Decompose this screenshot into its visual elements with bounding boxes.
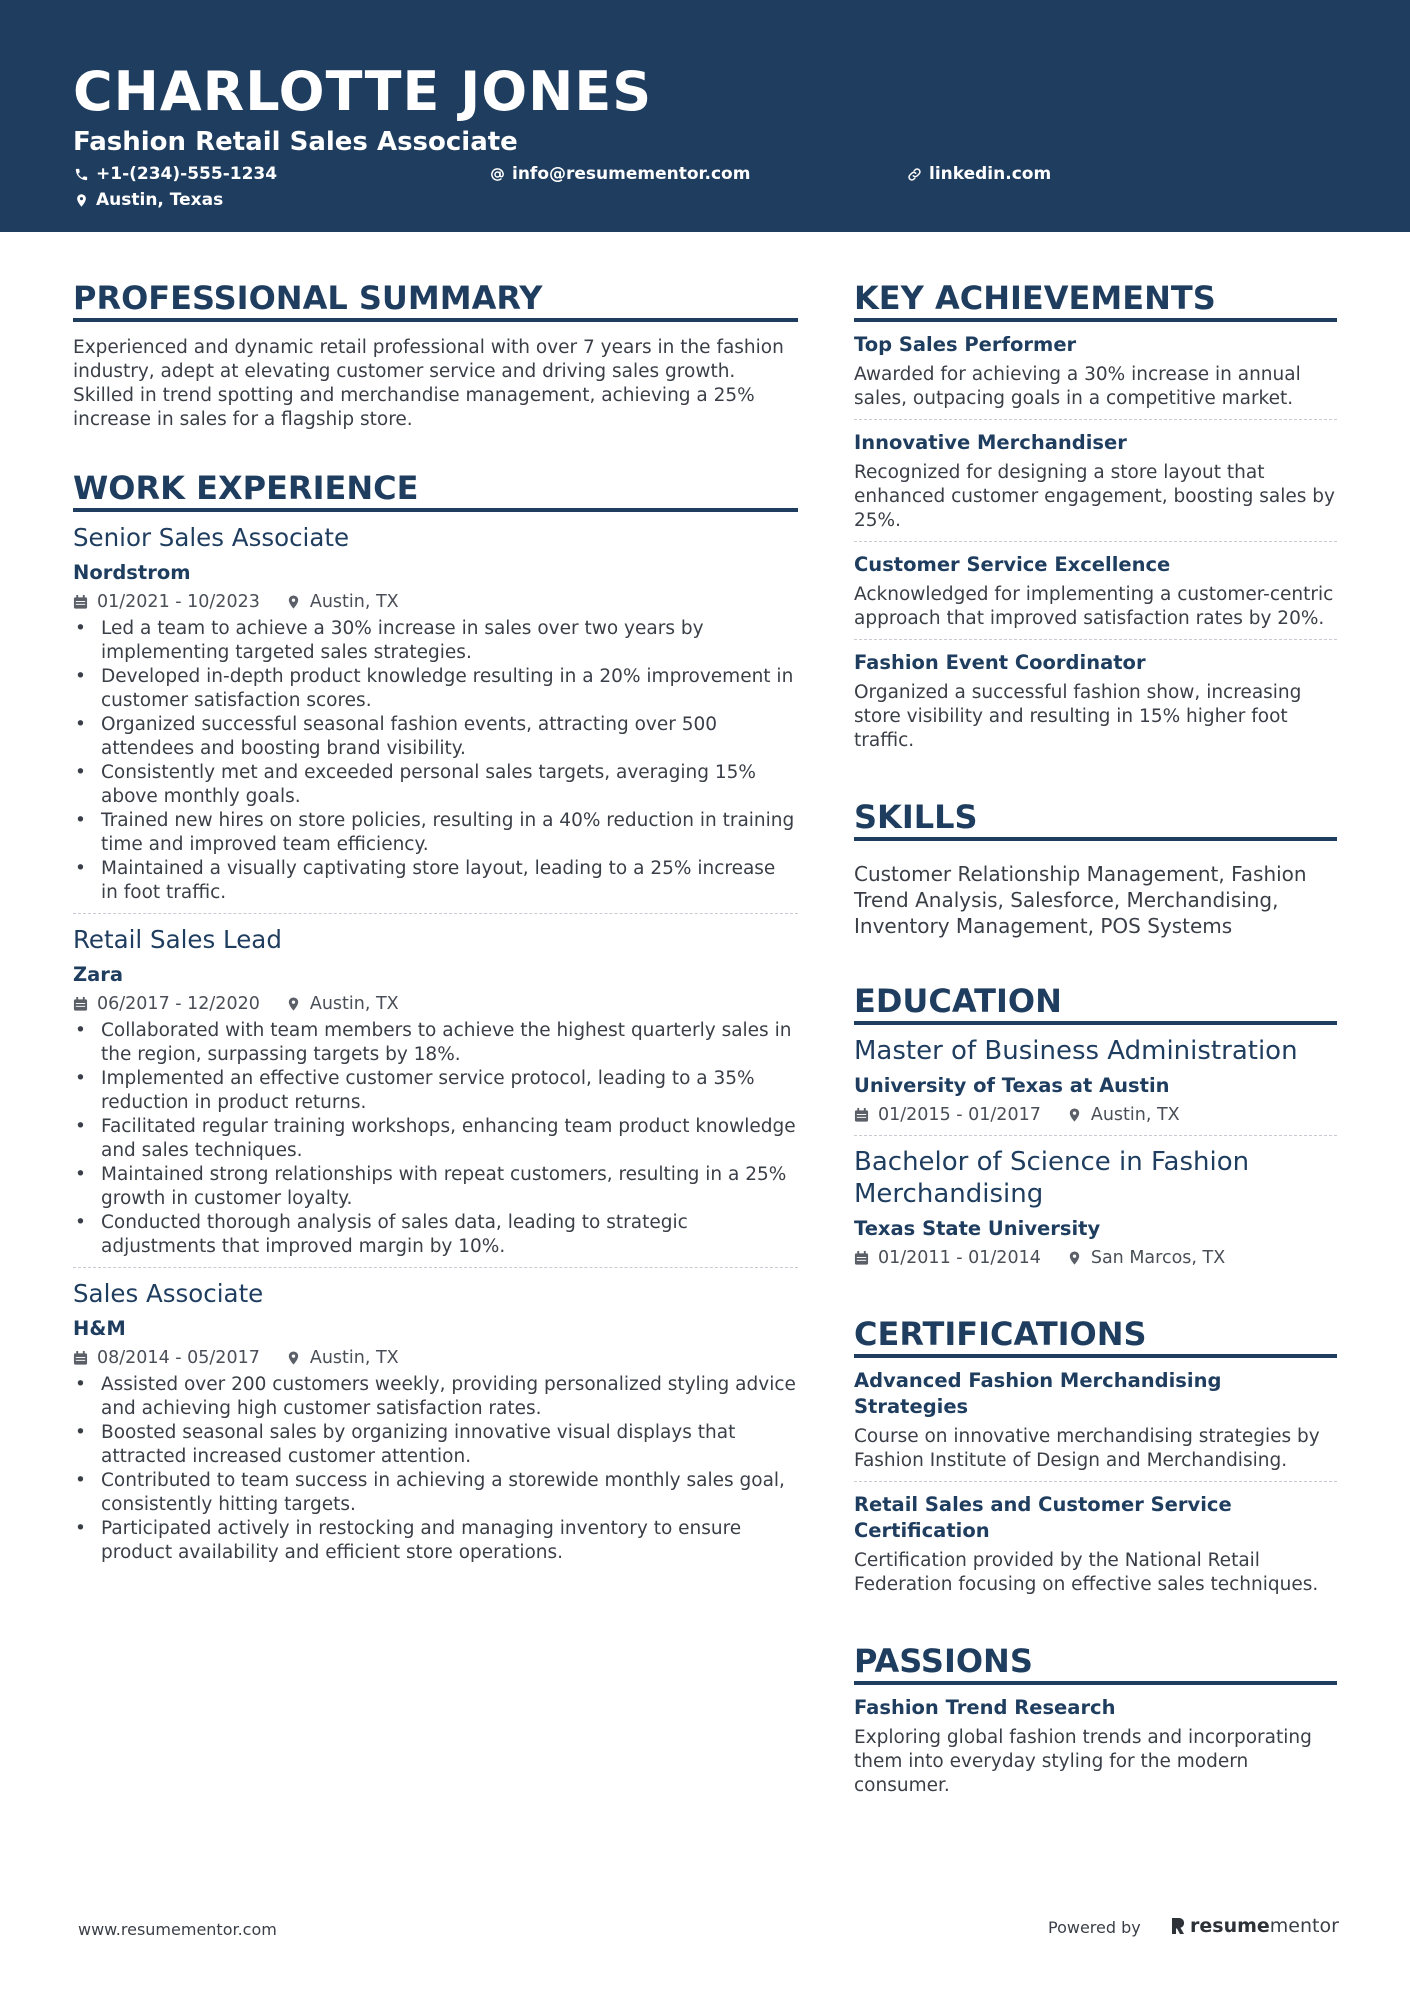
linkedin-text: linkedin.com [929, 164, 1052, 184]
job-bullets [73, 1373, 798, 1565]
job-location-wrap [286, 1346, 399, 1370]
location-pin-icon [286, 1350, 301, 1366]
education-location-wrap [1067, 1103, 1180, 1127]
degree-title: Bachelor of Science in Fashion Merchandising [854, 1147, 1250, 1209]
email-text: info@resumementor.com [512, 164, 751, 184]
contact-linkedin[interactable] [907, 163, 1051, 185]
achievement-desc: Awarded for achieving a 30% increase in annual sales, outpacing goals in a competitive market. [854, 364, 1301, 409]
summary-heading: PROFESSIONAL SUMMARY [73, 278, 798, 322]
education-item [854, 1035, 1337, 1136]
left-column [73, 278, 798, 1583]
achievement-item [854, 552, 1337, 640]
right-column [854, 278, 1337, 1806]
passion-item [854, 1695, 1337, 1806]
education-dates: 01/2011 - 01/2014 [878, 1248, 1041, 1268]
location-pin-icon [1067, 1250, 1082, 1266]
candidate-name: CHARLOTTE JONES [73, 60, 653, 123]
job-meta [73, 1346, 798, 1370]
certification-title: Retail Sales and Customer Service Certification [854, 1493, 1232, 1542]
location-pin-icon [286, 996, 301, 1012]
job-entry [73, 1278, 798, 1573]
education-meta [854, 1246, 1337, 1270]
achievement-item [854, 650, 1337, 761]
footer-website-link[interactable]: www.resumementor.com [78, 1920, 277, 1939]
job-bullet: • Maintained strong relationships with repeat customers, resulting in a 25% growth in customer loyalty. [73, 1163, 798, 1211]
calendar-icon [73, 594, 88, 610]
achievement-desc: Organized a successful fashion show, increasing store visibility and resulting in 15% higher foot traffic. [854, 682, 1302, 751]
job-entry [73, 924, 798, 1268]
contact-location [74, 189, 223, 211]
job-dates: 08/2014 - 05/2017 [97, 1348, 260, 1368]
achievement-desc: Acknowledged for implementing a customer-centric approach that improved satisfaction rates by 20%. [854, 584, 1334, 629]
job-bullet: • Organized successful seasonal fashion events, attracting over 500 attendees and boosting brand visibility. [73, 713, 798, 761]
contact-email[interactable] [490, 163, 750, 185]
location-pin-icon [286, 594, 301, 610]
education-location-wrap [1067, 1246, 1225, 1270]
job-meta [73, 992, 798, 1016]
job-bullet: • Assisted over 200 customers weekly, providing personalized styling advice and achieving high customer satisfaction rates. [73, 1373, 798, 1421]
job-entry [73, 522, 798, 914]
job-bullet: • Developed in-depth product knowledge resulting in a 20% improvement in customer satisfaction scores. [73, 665, 798, 713]
summary-text: Experienced and dynamic retail professional with over 7 years in the fashion industry, adept at elevating customer service and driving sales growth. Skilled in trend spotting and merchandise management, achieving a 25% increase in sales for a flagship store. [73, 337, 784, 430]
achievement-title: Fashion Event Coordinator [854, 651, 1146, 674]
job-location-wrap [286, 590, 399, 614]
candidate-role: Fashion Retail Sales Associate [73, 127, 518, 157]
education-item [854, 1146, 1337, 1278]
job-dates: 06/2017 - 12/2020 [97, 994, 260, 1014]
calendar-icon [854, 1250, 869, 1266]
calendar-icon [73, 996, 88, 1012]
job-location: Austin, TX [309, 592, 399, 612]
passion-desc: Exploring global fashion trends and incorporating them into everyday styling for the modern consumer. [854, 1727, 1312, 1796]
achievement-title: Customer Service Excellence [854, 553, 1171, 576]
certifications-heading: CERTIFICATIONS [854, 1314, 1337, 1358]
resume-header [0, 0, 1410, 232]
education-location: San Marcos, TX [1090, 1248, 1226, 1268]
job-title: Retail Sales Lead [73, 925, 282, 954]
calendar-icon [73, 1350, 88, 1366]
job-title: Senior Sales Associate [73, 523, 350, 552]
company-name: Nordstrom [73, 561, 191, 584]
job-bullet: • Led a team to achieve a 30% increase in sales over two years by implementing targeted sales strategies. [73, 617, 798, 665]
achievement-item [854, 430, 1337, 542]
skills-heading: SKILLS [854, 797, 1337, 841]
job-bullet: • Collaborated with team members to achieve the highest quarterly sales in the region, surpassing targets by 18%. [73, 1019, 798, 1067]
education-dates: 01/2015 - 01/2017 [878, 1105, 1041, 1125]
certification-title: Advanced Fashion Merchandising Strategies [854, 1369, 1222, 1418]
certification-item [854, 1368, 1337, 1482]
achievement-title: Innovative Merchandiser [854, 431, 1127, 454]
job-title: Sales Associate [73, 1279, 264, 1308]
achievement-desc: Recognized for designing a store layout that enhanced customer engagement, boosting sales by 25%. [854, 462, 1335, 531]
phone-text: +1-(234)-555-1234 [96, 164, 278, 184]
skills-text: Customer Relationship Management, Fashion Trend Analysis, Salesforce, Merchandising, Inventory Management, POS Systems [854, 862, 1307, 938]
job-bullet: • Maintained a visually captivating store layout, leading to a 25% increase in foot traffic. [73, 857, 798, 905]
school-name: University of Texas at Austin [854, 1074, 1170, 1097]
location-text: Austin, Texas [96, 190, 224, 210]
calendar-icon [854, 1107, 869, 1123]
job-bullet: • Trained new hires on store policies, resulting in a 40% reduction in training time and improved team efficiency. [73, 809, 798, 857]
school-name: Texas State University [854, 1217, 1101, 1240]
job-meta [73, 590, 798, 614]
brand-bold-text: resume [1190, 1915, 1270, 1937]
achievements-heading: KEY ACHIEVEMENTS [854, 278, 1337, 322]
job-bullet: • Facilitated regular training workshops, enhancing team product knowledge and sales techniques. [73, 1115, 798, 1163]
job-bullet: • Consistently met and exceeded personal sales targets, averaging 15% above monthly goals. [73, 761, 798, 809]
job-bullets [73, 617, 798, 905]
certification-desc: Course on innovative merchandising strategies by Fashion Institute of Design and Merchandising. [854, 1426, 1320, 1471]
phone-icon [74, 167, 89, 182]
education-location: Austin, TX [1090, 1105, 1180, 1125]
company-name: Zara [73, 963, 124, 986]
job-bullet: • Conducted thorough analysis of sales data, leading to strategic adjustments that improved margin by 10%. [73, 1211, 798, 1259]
job-dates: 01/2021 - 10/2023 [97, 592, 260, 612]
achievement-item [854, 332, 1337, 420]
job-location: Austin, TX [309, 1348, 399, 1368]
contact-phone[interactable] [74, 163, 277, 185]
footer-brand-logo[interactable] [1170, 1915, 1339, 1937]
link-icon [907, 167, 922, 182]
certification-item [854, 1492, 1337, 1605]
experience-heading: WORK EXPERIENCE [73, 468, 798, 512]
job-bullet: • Implemented an effective customer service protocol, leading to a 35% reduction in product returns. [73, 1067, 798, 1115]
job-bullet: • Participated actively in restocking and managing inventory to ensure product availability and efficient store operations. [73, 1517, 798, 1565]
location-pin-icon [74, 193, 89, 208]
education-meta [854, 1103, 1337, 1127]
job-location-wrap [286, 992, 399, 1016]
footer-powered-by: Powered by [1048, 1918, 1141, 1937]
at-icon [490, 167, 505, 182]
passion-title: Fashion Trend Research [854, 1696, 1116, 1719]
degree-title: Master of Business Administration [854, 1036, 1298, 1066]
job-bullet: • Contributed to team success in achieving a storewide monthly sales goal, consistently hitting targets. [73, 1469, 798, 1517]
company-name: H&M [73, 1317, 126, 1340]
education-heading: EDUCATION [854, 981, 1337, 1025]
passions-heading: PASSIONS [854, 1641, 1337, 1685]
achievement-title: Top Sales Performer [854, 333, 1077, 356]
certification-desc: Certification provided by the National Retail Federation focusing on effective sales techniques. [854, 1550, 1319, 1595]
location-pin-icon [1067, 1107, 1082, 1123]
brand-light-text: mentor [1269, 1915, 1339, 1937]
resumementor-logo-icon [1170, 1916, 1186, 1936]
job-bullet: • Boosted seasonal sales by organizing innovative visual displays that attracted increased customer attention. [73, 1421, 798, 1469]
job-location: Austin, TX [309, 994, 399, 1014]
job-bullets [73, 1019, 798, 1259]
